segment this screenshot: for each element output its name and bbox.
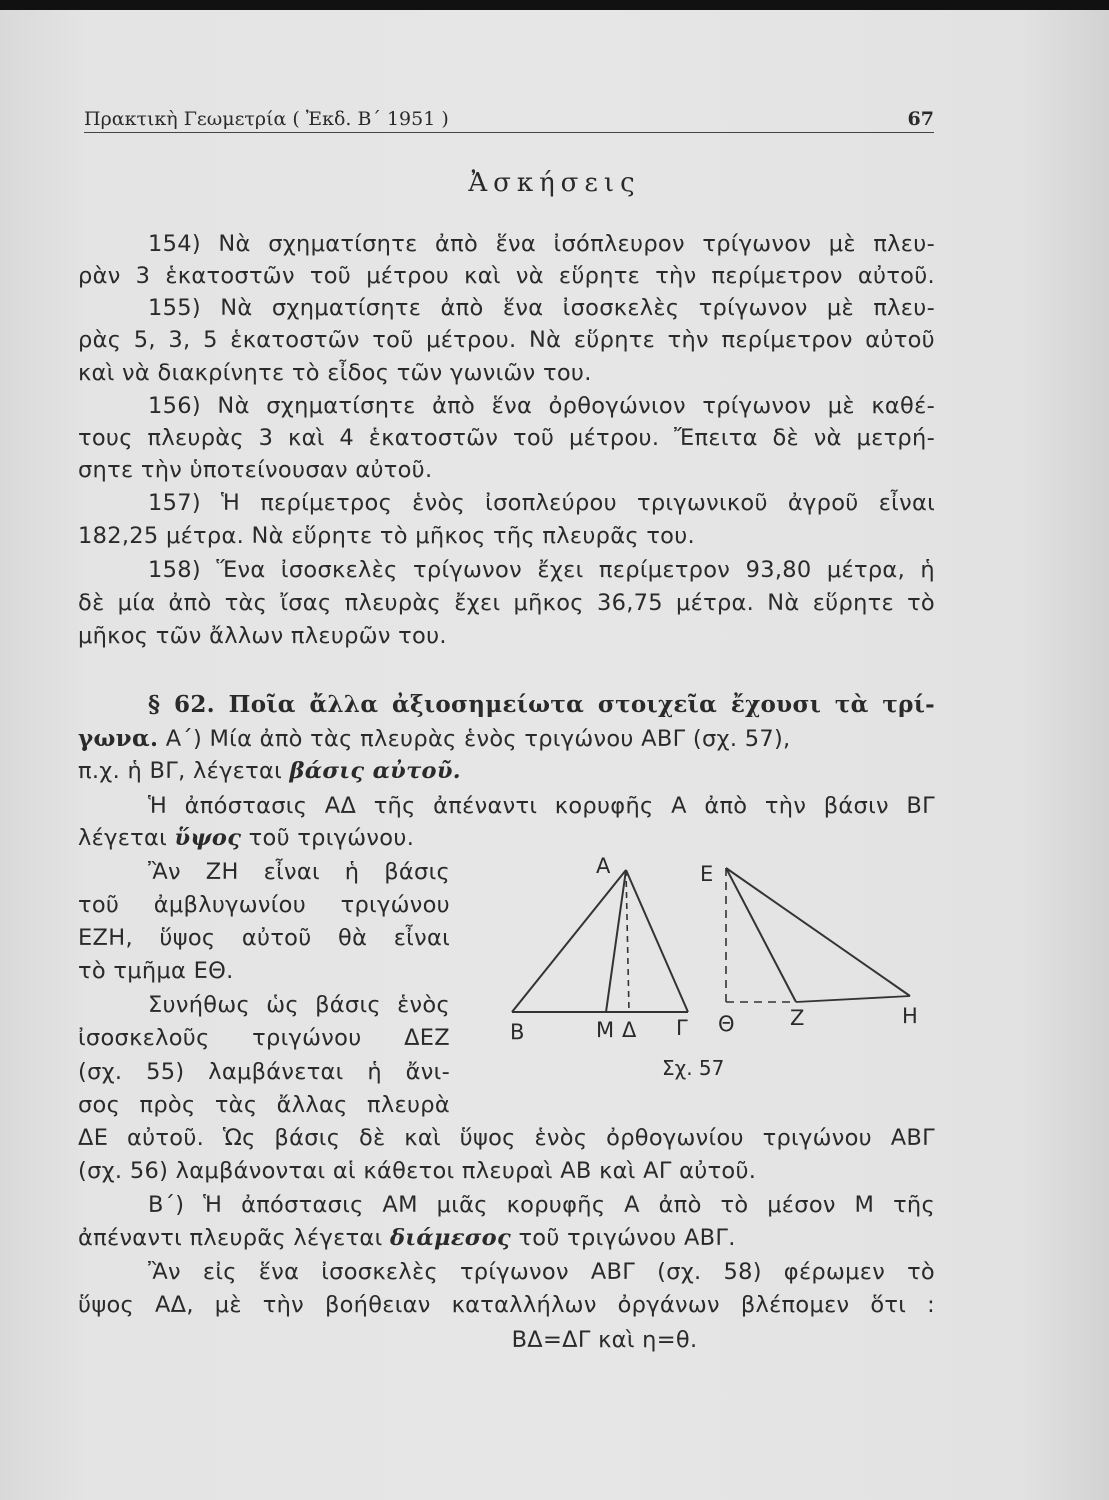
- section-62-line: ΔΕ αὐτοῦ. Ὡς βάσις δὲ καὶ ὕψος ἑνὸς ὀρθογωνίου τριγώνου ΑΒΓ: [78, 1125, 935, 1151]
- section-62-line: [78, 755, 935, 788]
- label-h: Η: [902, 1004, 918, 1028]
- exercise-154-line: 154) Νὰ σχηματίσητε ἀπὸ ἕνα ἰσόπλευρον τρίγωνον μὲ πλευ-: [148, 231, 935, 257]
- section-62-line: Ἡ ἀπόστασις ΑΔ τῆς ἀπέναντι κορυφῆς Α ἀπὸ τὴν βάσιν ΒΓ: [148, 793, 935, 819]
- label-a: Α: [596, 854, 611, 878]
- narrow-line: (σχ. 55) λαμβάνεται ἡ ἄνι-: [78, 1059, 450, 1085]
- section-62-line: Ἂν εἰς ἕνα ἰσοσκελὲς τρίγωνον ΑΒΓ (σχ. 58) φέρωμεν τὸ: [148, 1259, 935, 1285]
- narrow-line: τὸ τμῆμα ΕΘ.: [78, 958, 234, 984]
- section-62-line: [78, 1222, 935, 1255]
- narrow-line: τοῦ ἀμβλυγωνίου τριγώνου: [78, 892, 450, 918]
- line-text: ἀπέναντι πλευρᾶς λέγεται: [78, 1225, 390, 1251]
- label-b: Β: [510, 1020, 525, 1044]
- section-62-line: Β΄) Ἡ ἀπόστασις ΑΜ μιᾶς κορυφῆς Α ἀπὸ τὸ μέσον Μ τῆς: [148, 1192, 935, 1218]
- section-62-text: Α΄) Μία ἀπὸ τὰς πλευρὰς ἑνὸς τριγώνου ΑΒΓ (σχ. 57),: [158, 726, 791, 752]
- label-g: Γ: [676, 1016, 688, 1040]
- equation: ΒΔ=ΔΓ καὶ η=θ.: [511, 1327, 698, 1353]
- line-text: τοῦ τριγώνου ΑΒΓ.: [511, 1225, 736, 1251]
- side-eh: [726, 868, 910, 996]
- figure-57: [490, 848, 940, 1088]
- section-62-heading-end: γωνα.: [78, 725, 159, 752]
- narrow-line: ΕΖΗ, ὕψος αὐτοῦ θὰ εἶναι: [78, 925, 450, 951]
- term-basis: βάσις αὐτοῦ.: [289, 758, 461, 784]
- label-d: Δ: [622, 1018, 637, 1042]
- scan-border: [0, 0, 1109, 10]
- exercise-157-line: 157) Ἡ περίμετρος ἑνὸς ἰσοπλεύρου τριγωνικοῦ ἀγροῦ εἶναι: [148, 490, 935, 516]
- side-ez: [726, 868, 796, 1002]
- exercise-154-line: ρὰν 3 ἑκατοστῶν τοῦ μέτρου καὶ νὰ εὕρητε τὴν περίμετρον αὐτοῦ.: [78, 263, 935, 289]
- exercise-155-line: 155) Νὰ σχηματίσητε ἀπὸ ἕνα ἰσοσκελὲς τρίγωνον μὲ πλευ-: [148, 295, 935, 321]
- label-z: Ζ: [790, 1006, 805, 1030]
- exercise-155-line: καὶ νὰ διακρίνητε τὸ εἶδος τῶν γωνιῶν του.: [78, 360, 592, 386]
- narrow-line: Συνήθως ὡς βάσις ἑνὸς: [148, 992, 450, 1018]
- exercise-157-line: 182,25 μέτρα. Νὰ εὕρητε τὸ μῆκος τῆς πλευρᾶς του.: [78, 523, 696, 549]
- section-62-line: (σχ. 56) λαμβάνονται αἱ κάθετοι πλευραὶ ΑΒ καὶ ΑΓ αὐτοῦ.: [78, 1158, 757, 1184]
- exercise-158-line: δὲ μία ἀπὸ τὰς ἴσας πλευρὰς ἔχει μῆκος 36,75 μέτρα. Νὰ εὕρητε τὸ: [78, 590, 935, 616]
- exercise-155-line: ρὰς 5, 3, 5 ἑκατοστῶν τοῦ μέτρου. Νὰ εὕρητε τὴν περίμετρον αὐτοῦ: [78, 327, 935, 353]
- side-zh: [796, 996, 910, 1002]
- exercise-156-line: 156) Νὰ σχηματίσητε ἀπὸ ἕνα ὀρθογώνιον τρίγωνον μὲ καθέ-: [148, 393, 935, 419]
- side-ag: [626, 870, 688, 1012]
- line-text: π.χ. ἡ ΒΓ, λέγεται: [78, 758, 290, 784]
- running-header: [84, 108, 934, 133]
- label-m: Μ: [596, 1018, 615, 1042]
- header-title: Πρακτικὴ Γεωμετρία ( Ἐκδ. Β΄ 1951 ): [84, 108, 449, 130]
- label-th: Θ: [718, 1012, 735, 1036]
- section-62-heading: § 62. Ποῖα ἄλλα ἀξιοσημείωτα στοιχεῖα ἔχουσι τὰ τρί-: [148, 691, 935, 718]
- section-title: Ἀσκήσεις: [468, 168, 641, 198]
- section-62-line: [78, 722, 935, 756]
- exercise-158-line: μῆκος τῶν ἄλλων πλευρῶν του.: [78, 623, 447, 649]
- narrow-line: σος πρὸς τὰς ἄλλας πλευρὰ: [78, 1092, 450, 1118]
- figure-caption: Σχ. 57: [662, 1056, 725, 1080]
- term-median: διάμεσος: [389, 1225, 511, 1251]
- term-height: ὕψος: [174, 825, 242, 851]
- exercise-156-line: τους πλευρὰς 3 καὶ 4 ἑκατοστῶν τοῦ μέτρου. Ἔπειτα δὲ νὰ μετρή-: [78, 425, 935, 451]
- exercise-156-line: σητε τὴν ὑποτείνουσαν αὐτοῦ.: [78, 457, 433, 483]
- section-62-line: ὕψος ΑΔ, μὲ τὴν βοήθειαν καταλλήλων ὀργάνων βλέπομεν ὅτι :: [78, 1292, 935, 1318]
- line-text: τοῦ τριγώνου.: [241, 825, 415, 851]
- exercise-158-line: 158) Ἕνα ἰσοσκελὲς τρίγωνον ἔχει περίμετρον 93,80 μέτρα, ἡ: [148, 557, 935, 583]
- line-text: λέγεται: [78, 825, 175, 851]
- narrow-line: Ἂν ΖΗ εἶναι ἡ βάσις: [148, 859, 450, 885]
- height-ad: [626, 870, 629, 1012]
- label-e: Ε: [700, 862, 714, 886]
- figure-57-drawing: [490, 848, 940, 1088]
- page-number: 67: [907, 108, 934, 130]
- narrow-line: ἰσοσκελοῦς τριγώνου ΔΕΖ: [78, 1025, 450, 1051]
